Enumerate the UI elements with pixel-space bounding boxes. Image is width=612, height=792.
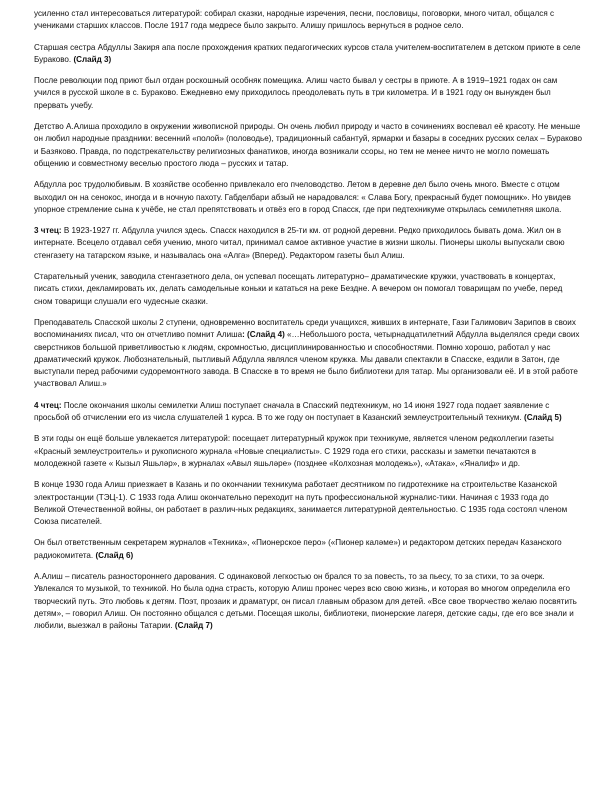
paragraph — [34, 433, 582, 470]
text-run: После революции под приют был отдан роскошный особняк помещика. Алиш часто бывал у сестры в приюте. А в 1919–1921 годах он сам учился в русской школе в с. Бураково. Ежедневно ему приходилось преодолевать путь в три километра. И в 1921 году он вынужден был прервать учебу. — [34, 76, 558, 110]
paragraph — [34, 179, 582, 216]
text-run: Абдулла рос трудолюбивым. В хозяйстве особенно привлекало его пчеловодство. Летом в деревне дел было очень много. Вместе с отцом выходил он на сенокос, иногда и в ночную пахоту. Габделбари абзый не нарадовался: « Слава Богу, прекрасный будет помощник». Но увидев упорное стремление сына к учёбе, не стал препятствовать и отвёз его в город Спасск, где при педтехникуме открылась семилетняя школа. — [34, 180, 571, 214]
bold-text-run: (Слайд 7) — [174, 621, 213, 631]
text-run: Старательный ученик, заводила стенгазетного дела, он успевал посещать литературно– драматические кружки, участвовать в концертах, писать стихи, декламировать их, делать самодельные коньки и кататься на реке Бездне. А вечером он помогал товарищам по учебе, перед сном товарищи слушали его чудесные сказки. — [34, 272, 563, 306]
text-run: После окончания школы семилетки Алиш поступает сначала в Спасский педтехникум, но 14 июня 1927 года подает заявление с просьбой об отчислении его из числа слушателей 1 курса. В то же году он поступает в Казанский землеустроительный техникум. — [34, 400, 550, 423]
paragraph — [34, 75, 582, 112]
paragraph — [34, 571, 582, 632]
text-run: Он был ответственным секретарем журналов «Техника», «Пионерское перо» («Пионер каләме») и редактором детских передач Казанского радиокомитета. — [34, 538, 562, 560]
text-run: В 1923-1927 гг. Абдулла учился здесь. Спасск находился в 25-ти км. от родной деревни. Редко приходилось бывать дома. Жил он в интернате. Всецело отдавал себя учению, много читал, принимал самое активное участие в жизни школы. Пионеры школы выпускали свою стенгазету на татарском языке, и называлась она «Алга» (Вперед). Редактором газеты был Алиш. — [34, 226, 565, 260]
text-run: усиленно стал интересоваться литературой: собирал сказки, народные изречения, песни, пословицы, поговорки, много читал, общался с учениками старших классов. После 1917 года медресе было закрыто. Алишу пришлось вернуться в родное село. — [34, 9, 554, 31]
paragraph — [34, 225, 582, 262]
text-run: «…Небольшого роста, четырнадцатилетний Абдулла выделялся среди своих сверстников большой приветливостью к людям, скромностью, дисциплинированностью и способностями. Помню хорошо, работал у нас драматический кружок. Любознательный, пытливый Абдулла являлся членом кружка. Мы давали спектакли в Спасске, ездили в Затон, где выступали перед рабочими судоремонтного завода. В Спасске в то время не было библиотеки для татар. Мы организовали её. И в этой работе участвовал Алиш.» — [34, 330, 580, 389]
bold-text-run: 3 чтец: — [34, 226, 62, 236]
bold-text-run: 4 чтец: — [34, 400, 62, 410]
paragraph — [34, 317, 582, 391]
paragraph — [34, 400, 582, 425]
paragraph — [34, 121, 582, 170]
paragraph — [34, 479, 582, 528]
text-run: В конце 1930 года Алиш приезжает в Казань и по окончании техникума работает десятником по гидротехнике на строительстве Казанской электростанции (ТЭЦ-1). С 1933 года Алиш окончательно переходит на путь профессиональной журналис-тики. Начиная с 1933 года до Великой Отечественной войны, он работает в различ-ных редакциях, занимается литературной деятельностью. С 1935 года состоял членом Союза писателей. — [34, 480, 568, 527]
text-run: В эти годы он ещё больше увлекается литературой: посещает литературный кружок при техникуме, является членом редколлегии газеты «Красный землеустроитель» и рукописного журнала «Новые специалисты». С 1929 года его стихи, рассказы и заметки печатаются в молодежной газете « Кызыл Яшьләр», в журналах «Авыл яшьләре» (позднее «Колхозная молодежь»), «Атака», «Яналиф» и др. — [34, 434, 554, 468]
paragraph — [34, 271, 582, 308]
text-run: Преподаватель Спасской школы 2 ступени, одновременно воспитатель среди учащихся, живших в интернате, Гази Галимович Зарипов в своих воспоминаниях писал, что он отчетливо помнит Алиша — [34, 317, 576, 340]
bold-text-run: (Слайд 5) — [524, 413, 562, 423]
paragraph — [34, 8, 582, 33]
bold-text-run: : (Слайд 4) — [242, 330, 285, 340]
paragraph — [34, 42, 582, 67]
text-run: Детство А.Алиша проходило в окружении живописной природы. Он очень любил природу и часто в сочинениях воспевал её красоту. Не меньше он любил народные праздники: весенний «полой» (половодье), традиционный сабантуй, ярмарки и базары в соседних русских селах – Бураково и Базяково. Правда, по подстрекательству религиозных фанатиков, иногда возникали ссоры, но тем не менее ничто не могло помешать общению и совместному веселью простого люда – русских и татар. — [34, 122, 582, 168]
paragraph — [34, 537, 582, 562]
document-body — [34, 8, 582, 632]
bold-text-run: (Слайд 3) — [73, 54, 112, 64]
bold-text-run: (Слайд 6) — [95, 550, 134, 560]
text-run: Старшая сестра Абдуллы Закиря апа после прохождения кратких педагогических курсов стала учителем-воспитателем в детском приюте в селе Бураково. — [34, 42, 581, 64]
text-run: А.Алиш – писатель разностороннего дарования. С одинаковой легкостью он брался то за повесть, то за пьесу, то за стихи, то за очерк. Увлекался то музыкой, то техникой. Но была одна страсть, которую Алиш пронес через всю свою жизнь, и которая во многом определила его творческий путь. Это любовь к детям. Поэт, прозаик и драматург, он писал главным образом для детей. «Все свое творчество желаю посвятить детям», – говорил Алиш. Он постоянно общался с детьми. Посещая школы, библиотеки, пионерские лагеря, детские сады, где его все знали и любили, выезжал в районы Татарии. — [34, 571, 577, 631]
